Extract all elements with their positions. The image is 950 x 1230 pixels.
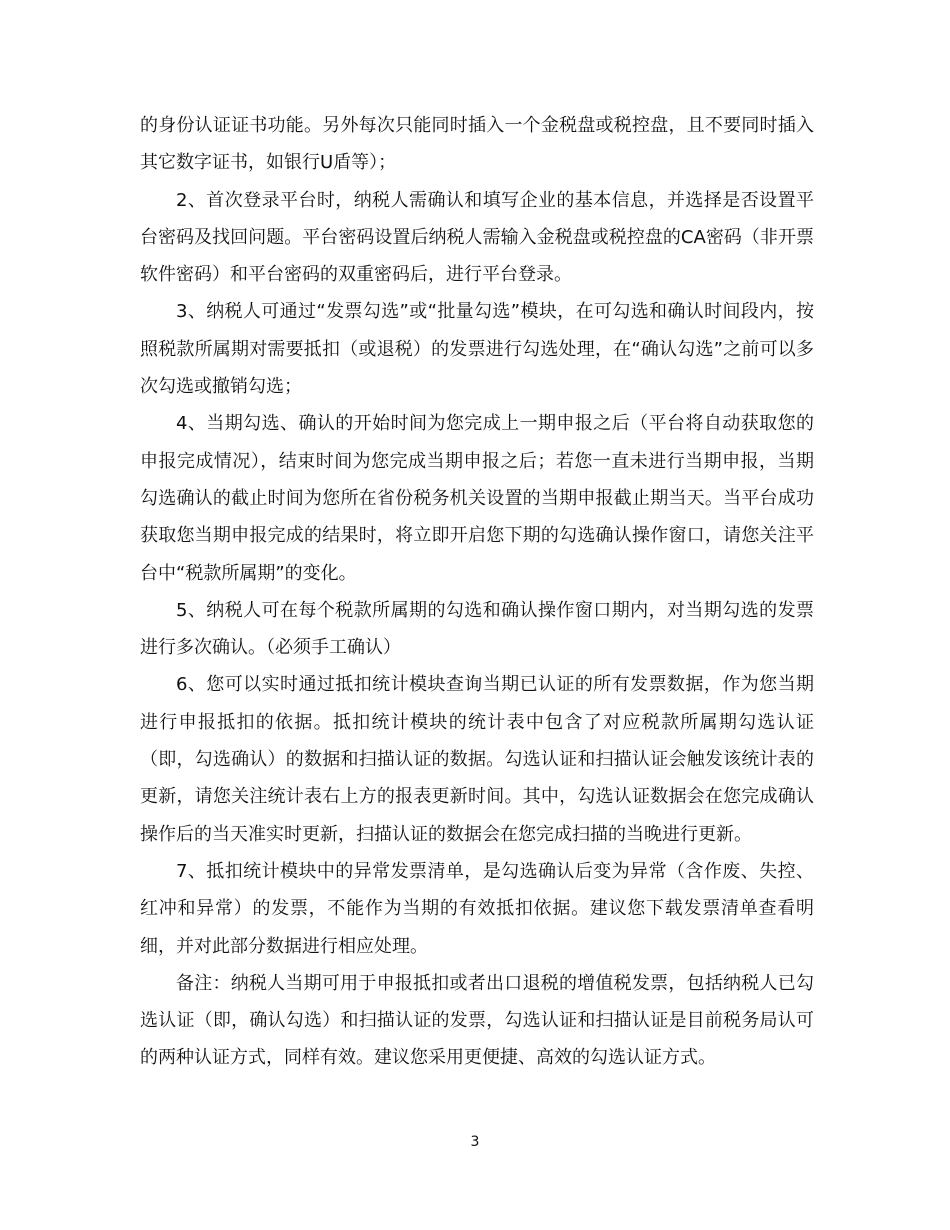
paragraph-item-4: 4、当期勾选、确认的开始时间为您完成上一期申报之后（平台将自动获取您的申报完成情况），结束时间为您完成当期申报之后；若您一直未进行当期申报，当期勾选确认的截止时间为您所在省份税务机关设置的当期申报截止期当天。当平台成功获取您当期申报完成的结果时，将立即开启您下期的勾选确认操作窗口，请您关注平台中“税款所属期”的变化。 xyxy=(140,413,814,584)
paragraph-item-2: 2、首次登录平台时，纳税人需确认和填写企业的基本信息，并选择是否设置平台密码及找回问题。平台密码设置后纳税人需输入金税盘或税控盘的CA密码（非开票软件密码）和平台密码的双重密码后，进行平台登录。 xyxy=(140,189,814,286)
paragraph-item-7: 7、抵扣统计模块中的异常发票清单，是勾选确认后变为异常（含作废、失控、红冲和异常）的发票，不能作为当期的有效抵扣依据。建议您下载发票清单查看明细，并对此部分数据进行相应处理。 xyxy=(140,860,814,957)
paragraph-item-6: 6、您可以实时通过抵扣统计模块查询当期已认证的所有发票数据，作为您当期进行申报抵扣的依据。抵扣统计模块的统计表中包含了对应税款所属期勾选认证（即，勾选确认）的数据和扫描认证的数据。勾选认证和扫描认证会触发该统计表的更新，请您关注统计表右上方的报表更新时间。其中，勾选认证数据会在您完成确认操作后的当天准实时更新，扫描认证的数据会在您完成扫描的当晚进行更新。 xyxy=(140,674,814,845)
paragraph-continued: 的身份认证证书功能。另外每次只能同时插入一个金税盘或税控盘，且不要同时插入其它数字证书，如银行U盾等）； xyxy=(140,115,814,174)
page-body xyxy=(140,107,814,1077)
paragraph-item-5: 5、纳税人可在每个税款所属期的勾选和确认操作窗口期内，对当期勾选的发票进行多次确认。（必须手工确认） xyxy=(140,599,814,659)
paragraph-item-3: 3、纳税人可通过“发票勾选”或“批量勾选”模块，在可勾选和确认时间段内，按照税款所属期对需要抵扣（或退税）的发票进行勾选处理，在“确认勾选”之前可以多次勾选或撤销勾选； xyxy=(140,301,814,398)
paragraph-remark: 备注：纳税人当期可用于申报抵扣或者出口退税的增值税发票，包括纳税人已勾选认证（即，确认勾选）和扫描认证的发票，勾选认证和扫描认证是目前税务局认可的两种认证方式，同样有效。建议您采用更便捷、高效的勾选认证方式。 xyxy=(140,972,814,1069)
page-number: 3 xyxy=(470,1134,480,1150)
